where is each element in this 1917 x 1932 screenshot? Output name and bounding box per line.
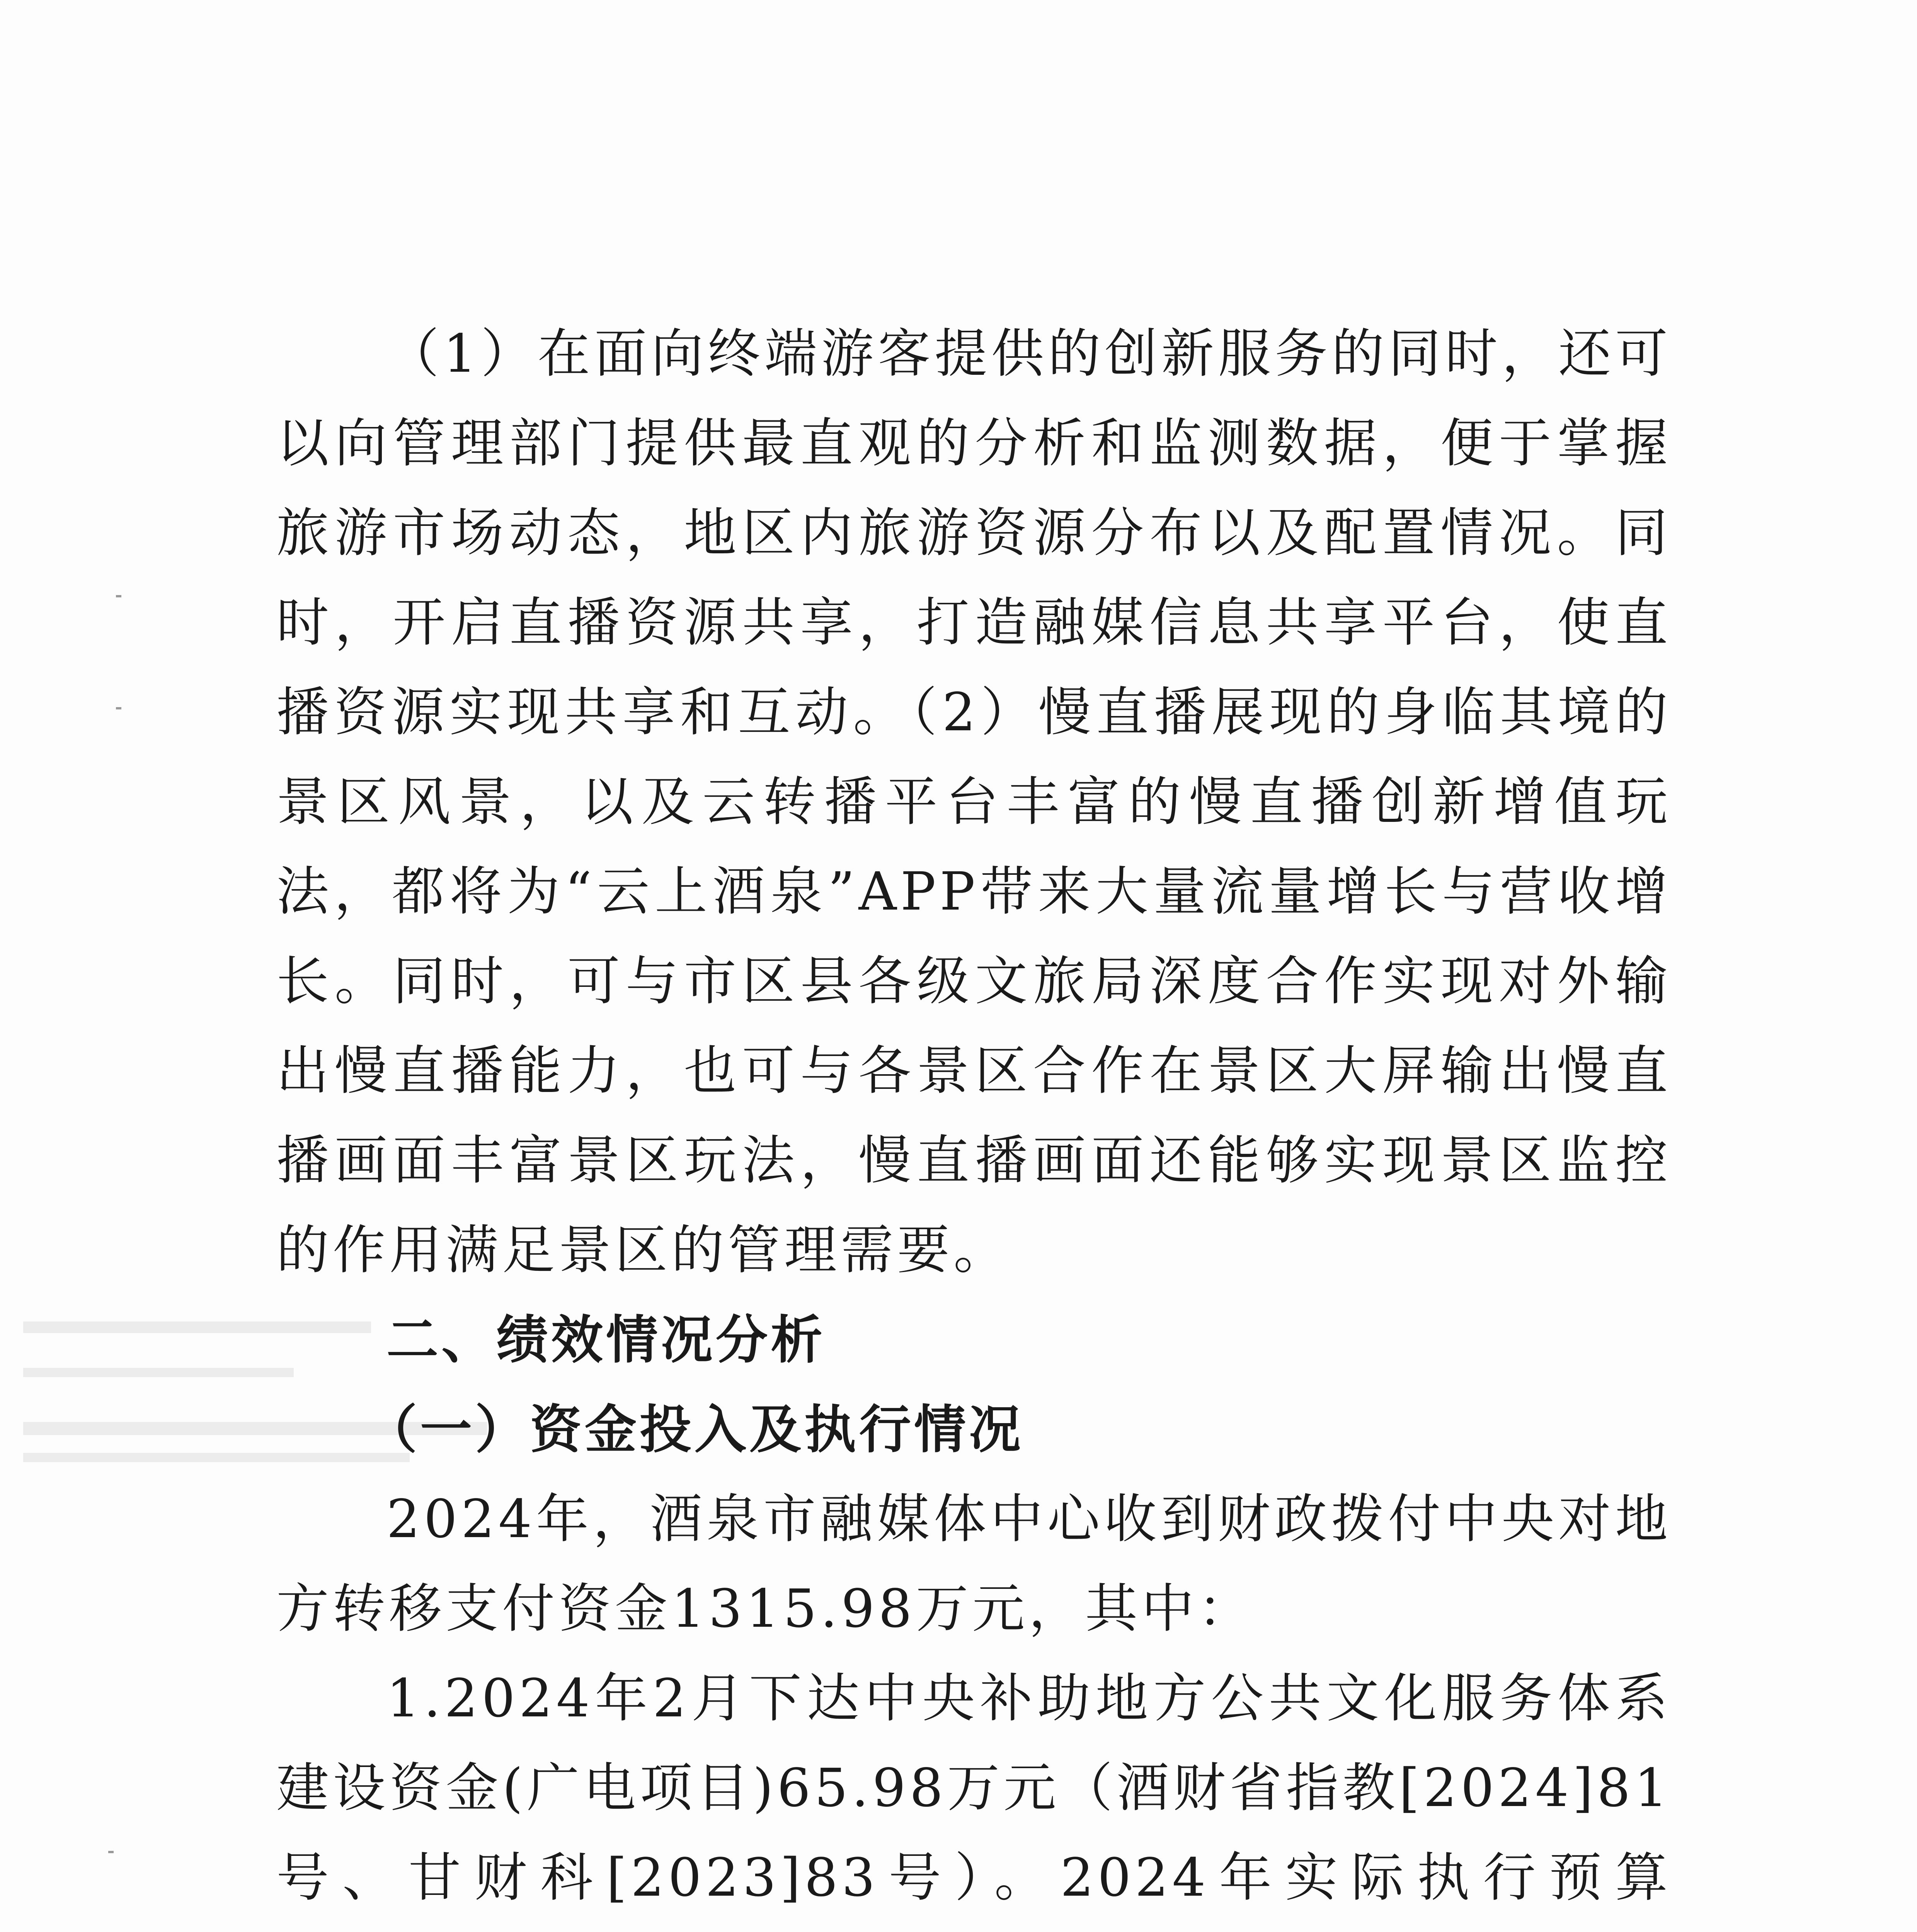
section-heading: 二、绩效情况分析 xyxy=(386,1310,826,1370)
scan-smudge xyxy=(23,1368,294,1377)
funding-summary-paragraph: 2024年，酒泉市融媒体中心收到财政拨付中央对地方转移支付资金1315.98万元，其中： xyxy=(276,1489,1672,1639)
scan-speck xyxy=(116,595,121,597)
document-body xyxy=(276,309,1672,1932)
scan-speck xyxy=(108,1851,114,1853)
subsection-heading: （一）资金投入及执行情况 xyxy=(365,1400,1024,1460)
intro-paragraph: （1）在面向终端游客提供的创新服务的同时，还可以向管理部门提供最直观的分析和监测数据，便于掌握旅游市场动态，地区内旅游资源分布以及配置情况。同时，开启直播资源共享，打造融媒信息共享平台，使直播资源实现共享和互动。（2）慢直播展现的身临其境的景区风景，以及云转播平台丰富的慢直播创新增值玩法，都将为“云上酒泉”APP带来大量流量增长与营收增长。同时，可与市区县各级文旅局深度合作实现对外输出慢直播能力，也可与各景区合作在景区大屏输出慢直播画面丰富景区玩法，慢直播画面还能够实现景区监控的作用满足景区的管理需要。 xyxy=(276,323,1672,1281)
funding-detail-paragraph: 1.2024年2月下达中央补助地方公共文化服务体系建设资金(广电项目)65.98万元（酒财省指教[2024]81号、甘财科[2023]83号）。2024年实际执行预算 xyxy=(276,1668,1672,1908)
scan-speck xyxy=(116,707,121,709)
